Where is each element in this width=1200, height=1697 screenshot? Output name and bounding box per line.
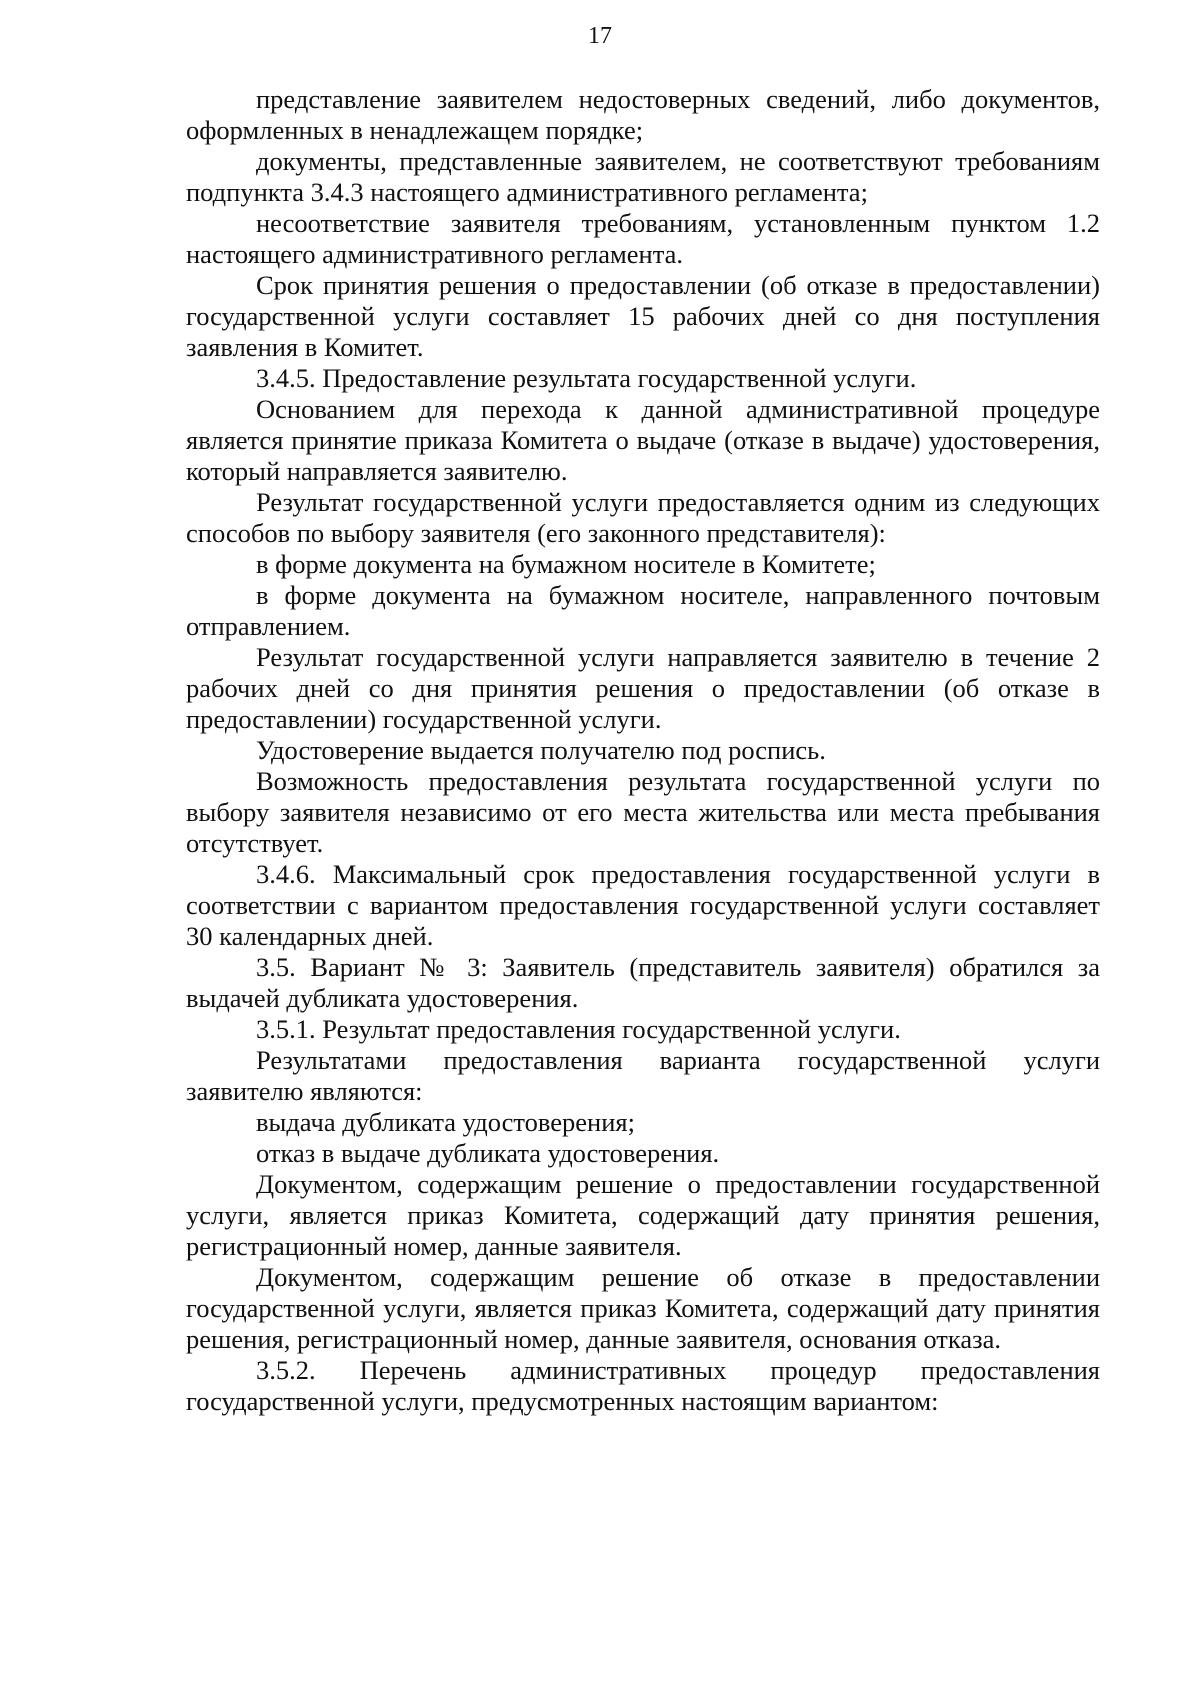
paragraph: в форме документа на бумажном носителе в Комитете; (256, 549, 876, 579)
paragraph: 3.4.5. Предоставление результата государственной услуги. (256, 363, 917, 393)
paragraph: Основанием для перехода к данной административной процедуре является принятие приказа Комитета о выдаче (отказе в выдаче) удостоверения, который направляется заявителю. (186, 394, 1100, 486)
paragraph: 3.5. Вариант № 3: Заявитель (представитель заявителя) обратился за выдачей дубликата удостоверения. (186, 952, 1100, 1013)
paragraph: Результат государственной услуги предоставляется одним из следующих способов по выбору заявителя (его законного представителя): (186, 487, 1100, 548)
paragraph: выдача дубликата удостоверения; (256, 1107, 635, 1137)
paragraph: Возможность предоставления результата государственной услуги по выбору заявителя независимо от его места жительства или места пребывания отсутствует. (186, 766, 1100, 858)
paragraph: несоответствие заявителя требованиям, установленным пунктом 1.2 настоящего административного регламента. (186, 208, 1100, 269)
page-number: 17 (588, 23, 612, 49)
paragraph: представление заявителем недостоверных сведений, либо документов, оформленных в ненадлежащем порядке; (186, 84, 1100, 145)
paragraph: Документом, содержащим решение о предоставлении государственной услуги, является приказ Комитета, содержащий дату принятия решения, регистрационный номер, данные заявителя. (186, 1169, 1100, 1261)
paragraph: Удостоверение выдается получателю под роспись. (256, 735, 826, 765)
paragraph: Документом, содержащим решение об отказе в предоставлении государственной услуги, является приказ Комитета, содержащий дату принятия решения, регистрационный номер, данные заявителя, основания отказа. (186, 1262, 1100, 1354)
paragraph: документы, представленные заявителем, не соответствуют требованиям подпункта 3.4.3 настоящего административного регламента; (186, 146, 1100, 207)
paragraph: Результат государственной услуги направляется заявителю в течение 2 рабочих дней со дня принятия решения о предоставлении (об отказе в предоставлении) государственной услуги. (186, 642, 1100, 734)
paragraph: Результатами предоставления варианта государственной услуги заявителю являются: (186, 1045, 1100, 1106)
paragraph: 3.5.1. Результат предоставления государственной услуги. (256, 1014, 901, 1044)
paragraph: 3.4.6. Максимальный срок предоставления государственной услуги в соответствии с вариантом предоставления государственной услуги составляет 30 календарных дней. (186, 859, 1100, 951)
paragraph: отказ в выдаче дубликата удостоверения. (256, 1138, 720, 1168)
paragraph: Срок принятия решения о предоставлении (об отказе в предоставлении) государственной услуги составляет 15 рабочих дней со дня поступления заявления в Комитет. (186, 270, 1100, 362)
paragraph: в форме документа на бумажном носителе, направленного почтовым отправлением. (186, 580, 1100, 641)
paragraph: 3.5.2. Перечень административных процедур предоставления государственной услуги, предусмотренных настоящим вариантом: (186, 1355, 1100, 1416)
document-body (186, 84, 1100, 1417)
